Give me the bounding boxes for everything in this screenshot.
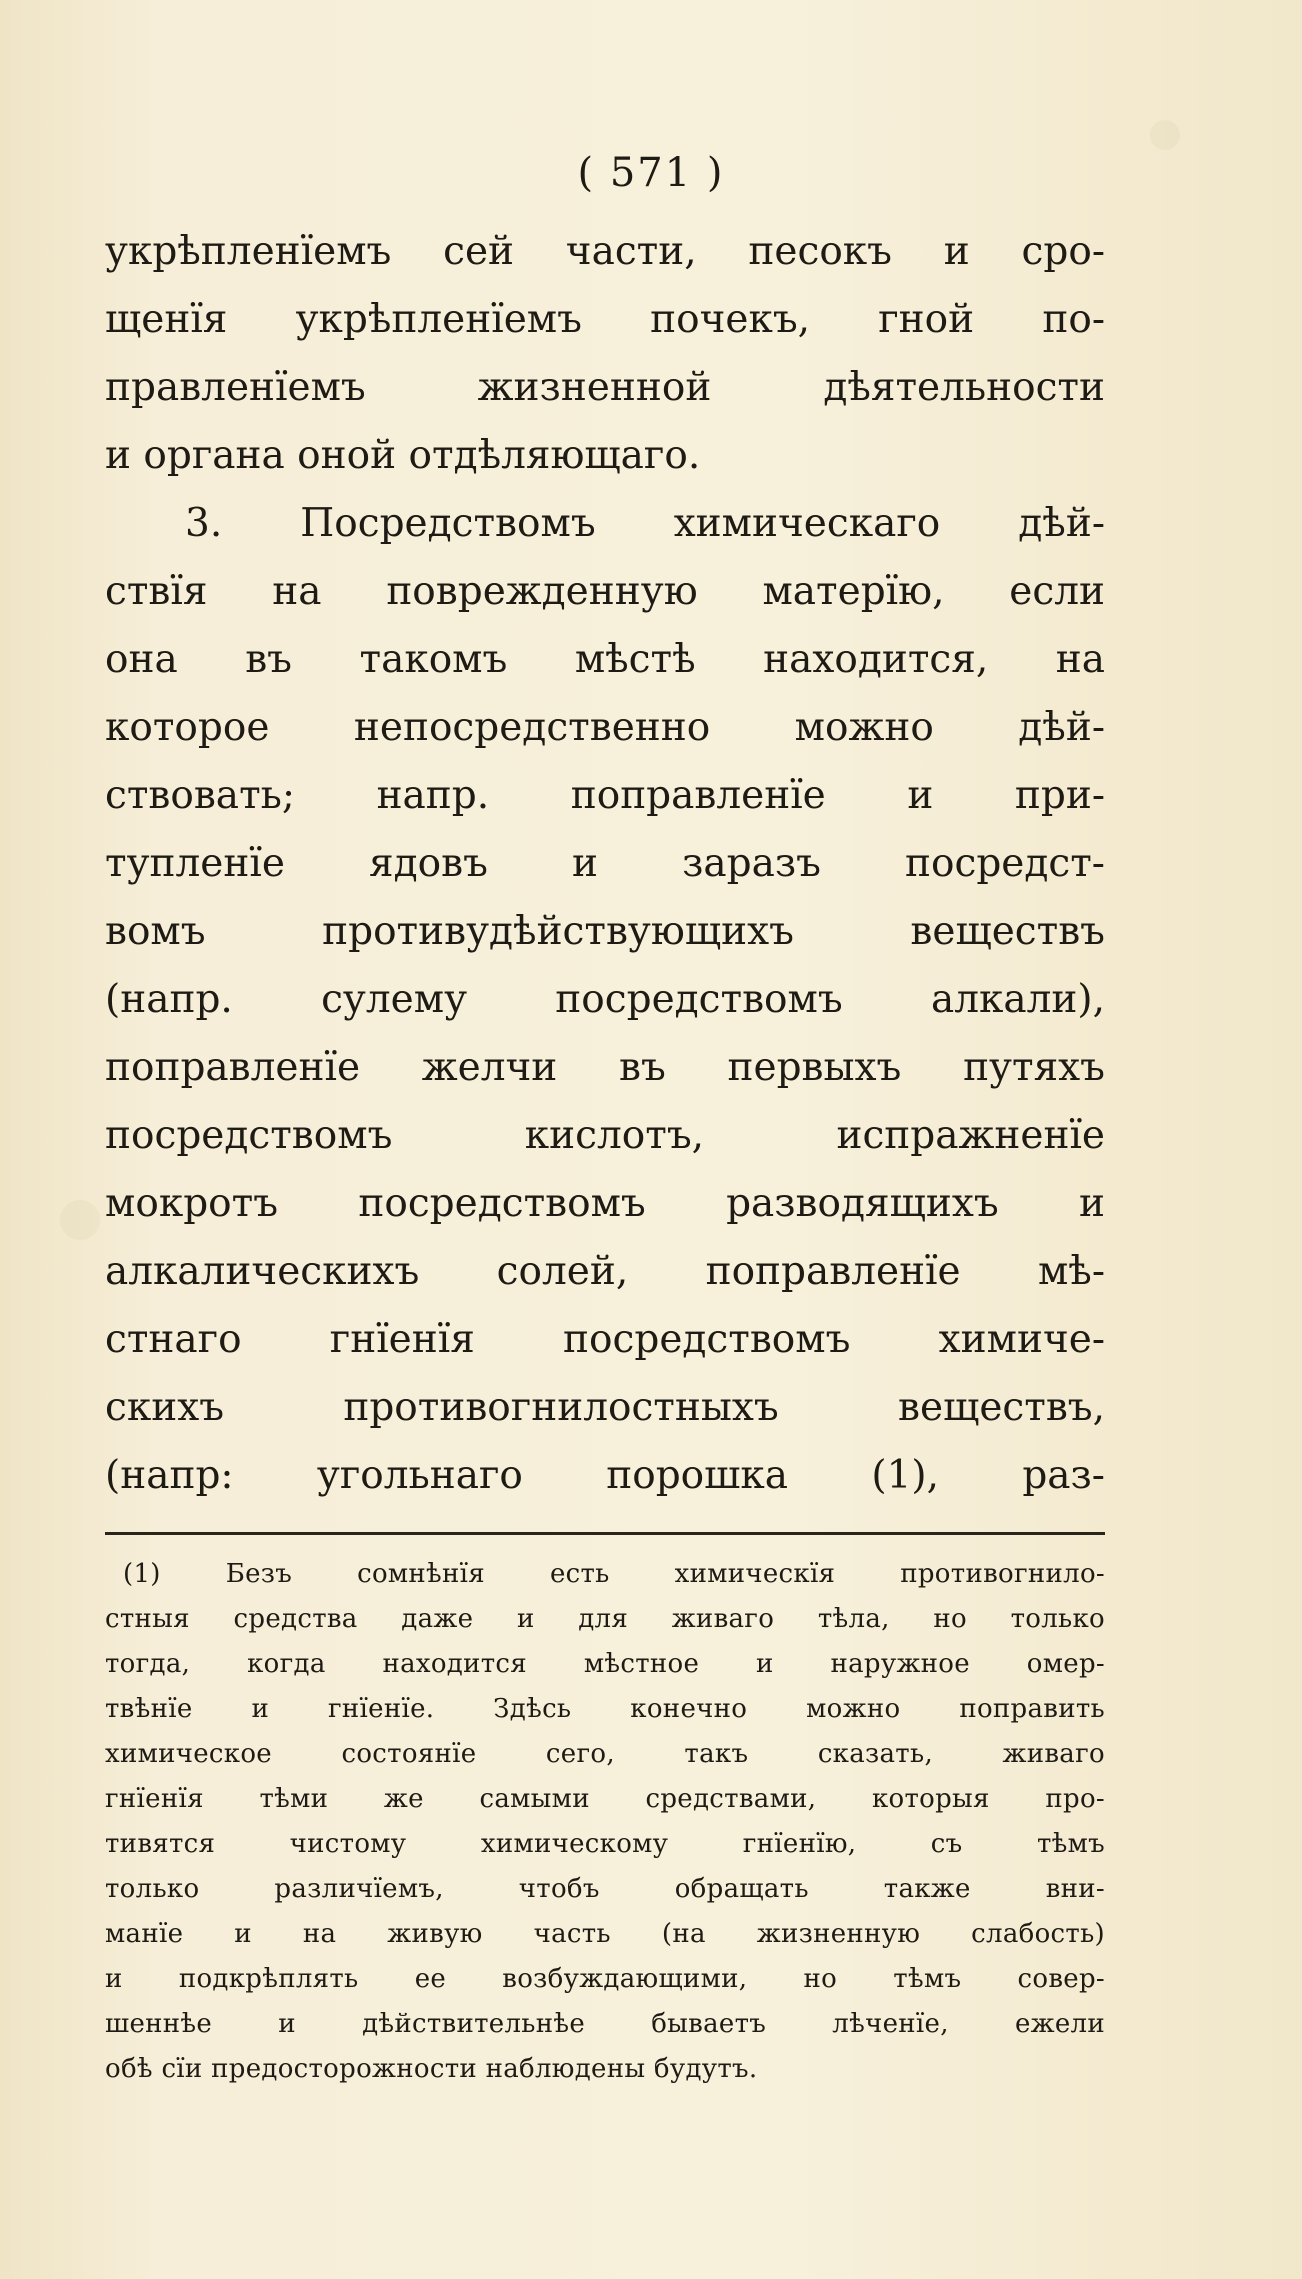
main-line: которое непосредственно можно дѣй- [105,705,1105,750]
footnote-line: тивятся чистому химическому гнїенїю, съ тѣмъ [105,1829,1105,1859]
footnote-line: манїе и на живую часть (на жизненную слабость) [105,1919,1105,1949]
main-line: алкалическихъ солей, поправленїе мѣ- [105,1249,1105,1294]
footnote-line: химическое состоянїе сего, такъ сказать, живаго [105,1739,1105,1769]
footnote [105,1552,1105,2092]
page-number: ( 571 ) [577,150,725,196]
footnote-line: твѣнїе и гнїенїе. Здѣсь конечно можно поправить [105,1694,1105,1724]
main-line: она въ такомъ мѣстѣ находится, на [105,637,1105,682]
footnote-line: шеннѣе и дѣйствительнѣе бываетъ лѣченїе, ежели [105,2009,1105,2039]
paper-stain [60,1200,100,1240]
footnote-line: только различїемъ, чтобъ обращать также вни- [105,1874,1105,1904]
main-line: (напр. сулему посредствомъ алкали), [105,977,1105,1022]
main-line: тупленїе ядовъ и заразъ посредст- [105,841,1105,886]
paper-stain [1150,120,1180,150]
main-line: посредствомъ кислотъ, испражненїе [105,1113,1105,1158]
main-line: укрѣпленїемъ сей части, песокъ и сро- [105,229,1105,274]
footnote-line: и подкрѣплять ее возбуждающими, но тѣмъ совер- [105,1964,1105,1994]
main-line: и органа оной отдѣляющаго. [105,433,701,478]
footnote-line: стныя средства даже и для живаго тѣла, но только [105,1604,1105,1634]
footnote-divider [105,1532,1105,1535]
main-line: стнаго гнїенїя посредствомъ химиче- [105,1317,1105,1362]
main-line: ствовать; напр. поправленїе и при- [105,773,1105,818]
main-line: (напр: угольнаго порошка (1), раз- [105,1453,1105,1498]
main-line: мокротъ посредствомъ разводящихъ и [105,1181,1105,1226]
main-line: поправленїе желчи въ первыхъ путяхъ [105,1045,1105,1090]
footnote-line: обѣ сїи предосторожности наблюдены будутъ. [105,2054,758,2084]
main-line: правленїемъ жизненной дѣятельности [105,365,1105,410]
main-line: щенїя укрѣпленїемъ почекъ, гной по- [105,297,1105,342]
main-line: 3. Посредствомъ химическаго дѣй- [185,501,1105,546]
footnote-line: (1) Безъ сомнѣнїя есть химическїя противогнило- [123,1559,1105,1589]
main-line: вомъ противудѣйствующихъ веществъ [105,909,1105,954]
main-line: ствїя на поврежденную матерїю, если [105,569,1105,614]
footnote-line: гнїенїя тѣми же самыми средствами, которыя про- [105,1784,1105,1814]
footnote-line: тогда, когда находится мѣстное и наружное омер- [105,1649,1105,1679]
main-line: скихъ противогнилостныхъ веществъ, [105,1385,1105,1430]
main-text [105,218,1105,1510]
